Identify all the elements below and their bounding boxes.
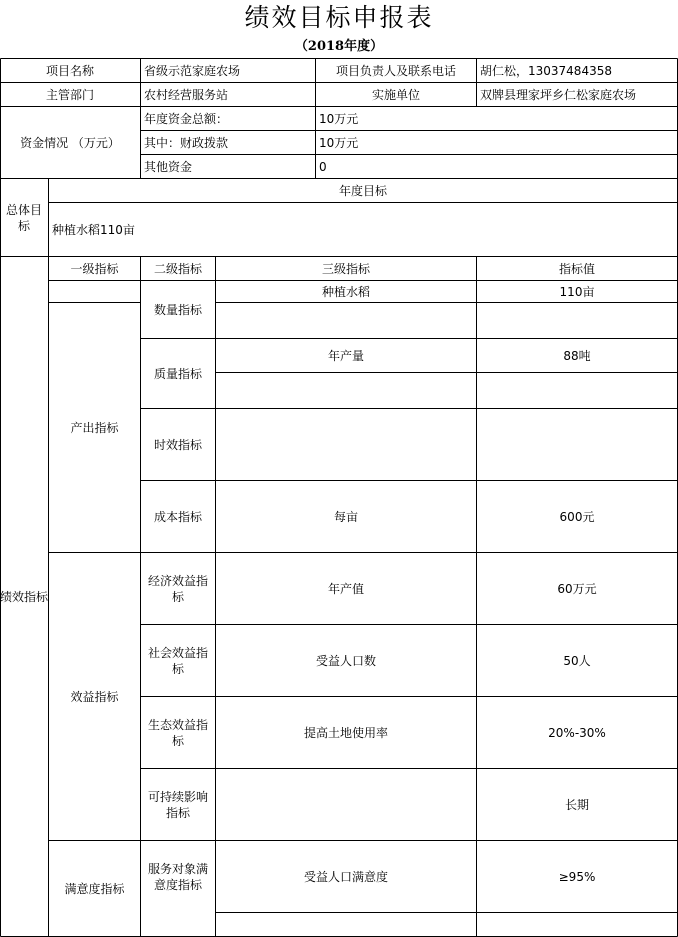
project-name-label: 项目名称 xyxy=(45,63,94,78)
funds-total-value: 10万元 xyxy=(319,111,359,126)
level2-quality: 质量指标 xyxy=(153,366,202,381)
level3-beneficiary-satisfaction: 受益人口满意度 xyxy=(303,869,388,884)
header-level1: 一级指标 xyxy=(70,261,119,276)
value-sustainable: 长期 xyxy=(564,797,589,812)
department-value: 农村经营服务站 xyxy=(144,87,229,102)
level1-benefit: 效益指标 xyxy=(70,689,119,704)
project-name-value: 省级示范家庭农场 xyxy=(144,63,241,78)
level2-cost: 成本指标 xyxy=(153,509,202,524)
project-owner-label: 项目负责人及联系电话 xyxy=(335,63,456,78)
funds-other-label: 其他资金 xyxy=(144,159,193,174)
funds-fiscal-label: 其中：财政拨款 xyxy=(144,135,229,150)
funds-fiscal-value: 10万元 xyxy=(319,135,359,150)
value-land-use: 20%-30% xyxy=(548,725,606,740)
level2-economic: 经济效益指标 xyxy=(147,573,208,604)
value-per-mu: 600元 xyxy=(559,509,595,524)
value-beneficiary-satisfaction: ≥95% xyxy=(558,869,596,884)
level3-annual-output: 年产量 xyxy=(327,348,364,363)
value-beneficiaries: 50人 xyxy=(563,653,591,668)
overall-goal-label: 总体目标 xyxy=(5,202,42,233)
form-title: 绩效目标申报表 xyxy=(244,3,434,32)
performance-indicators-label: 绩效指标 xyxy=(0,589,49,604)
department-label: 主管部门 xyxy=(45,87,94,102)
level3-per-mu: 每亩 xyxy=(333,509,358,524)
level2-timeliness: 时效指标 xyxy=(153,437,202,452)
header-level3: 三级指标 xyxy=(321,261,370,276)
implementing-unit-value: 双牌县理家坪乡仁松家庭农场 xyxy=(480,87,637,102)
funds-label: 资金情况 （万元） xyxy=(20,135,120,150)
header-level2: 二级指标 xyxy=(153,261,202,276)
level3-beneficiaries: 受益人口数 xyxy=(315,653,376,668)
value-rice-planting: 110亩 xyxy=(559,284,595,299)
level2-service-satisfaction: 服务对象满意度指标 xyxy=(147,861,208,892)
value-annual-value: 60万元 xyxy=(557,581,597,596)
level2-ecological: 生态效益指标 xyxy=(147,717,208,748)
level3-land-use: 提高土地使用率 xyxy=(303,725,388,740)
form-year: （2018年度） xyxy=(294,39,384,54)
annual-goal-content: 种植水稻110亩 xyxy=(52,222,135,237)
level1-satisfaction: 满意度指标 xyxy=(64,881,125,896)
funds-other-value: 0 xyxy=(319,159,327,174)
value-annual-output: 88吨 xyxy=(563,348,591,363)
implementing-unit-label: 实施单位 xyxy=(371,87,420,102)
level2-quantity: 数量指标 xyxy=(153,302,202,317)
level3-annual-value: 年产值 xyxy=(327,581,364,596)
project-owner-value: 胡仁松，13037484358 xyxy=(480,63,612,78)
annual-goal-label: 年度目标 xyxy=(338,183,387,198)
level3-rice-planting: 种植水稻 xyxy=(321,284,370,299)
level1-output: 产出指标 xyxy=(70,420,119,435)
funds-total-label: 年度资金总额： xyxy=(144,111,229,126)
level2-social: 社会效益指标 xyxy=(147,645,208,676)
level2-sustainable: 可持续影响指标 xyxy=(147,789,208,820)
header-value: 指标值 xyxy=(558,261,595,276)
